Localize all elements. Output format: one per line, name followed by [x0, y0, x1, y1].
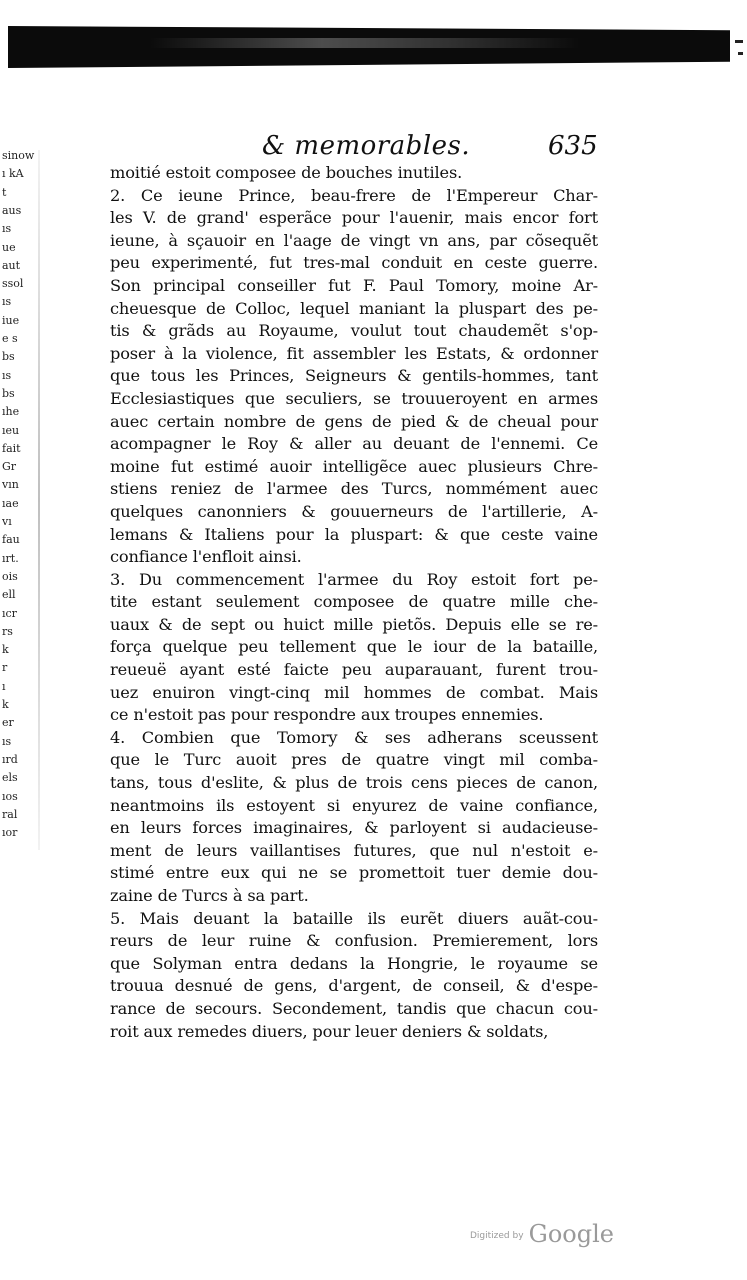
margin-fragment: ıor [2, 827, 18, 839]
text-line: reurs de leur ruine & confusion. Premierement, lors [110, 931, 598, 951]
text-line: trouua desnué de gens, d'argent, de conseil, & d'espe- [110, 976, 598, 996]
margin-fragment: iue [2, 314, 20, 326]
text-line: que Solyman entra dedans la Hongrie, le royaume se [110, 953, 598, 973]
text-line: neantmoins ils estoyent si enyurez de vaine confiance, [110, 795, 598, 815]
margin-fragment: els [2, 772, 18, 784]
margin-fragment: k [2, 699, 9, 710]
margin-fragment: rs [2, 625, 13, 637]
margin-fragment: vın [2, 479, 19, 491]
text-line: zaine de Turcs à sa part. [110, 886, 309, 905]
margin-fragment: Gr [2, 461, 17, 473]
page-gutter-shadow [38, 150, 40, 850]
text-line: Ecclesiastiques que seculiers, se trouueroyent en armes [110, 388, 598, 408]
margin-fragment: k [2, 644, 9, 656]
margin-fragment: vı [2, 516, 12, 527]
margin-fragment: ıos [2, 790, 18, 802]
margin-fragment: aut [2, 259, 21, 271]
text-line: reueuë ayant esté faicte peu auparauant, furent trou- [110, 660, 598, 680]
margin-fragment: ell [2, 589, 16, 601]
text-line: ce n'estoit pas pour respondre aux troupes ennemies. [110, 705, 544, 725]
scan-speck [735, 40, 743, 43]
text-line: auec certain nombre de gens de pied & de cheual pour [110, 411, 598, 431]
text-line: que tous les Princes, Seigneurs & gentils-hommes, tant [110, 366, 598, 386]
text-line: que le Turc auoit pres de quatre vingt mil comba- [110, 750, 598, 770]
margin-fragment: r [2, 662, 8, 674]
watermark-brand: Google [528, 1220, 614, 1248]
text-line: força quelque peu tellement que le iour de la bataille, [110, 637, 598, 657]
text-line: les V. de grand' esperãce pour l'auenir, mais encor fort [110, 208, 598, 228]
margin-fragment: e s [2, 333, 18, 344]
margin-fragment: ıeu [2, 424, 20, 436]
margin-fragment: bs [2, 351, 15, 363]
margin-fragment: ıs [2, 296, 12, 308]
margin-fragment: ssol [2, 278, 24, 290]
margin-fragment: ıcr [2, 607, 17, 619]
scan-bar-highlight [150, 38, 580, 48]
text-line: tis & grãds au Royaume, voulut tout chaudemẽt s'op- [110, 321, 598, 341]
text-line: Son principal conseiller fut F. Paul Tomory, moine Ar- [110, 275, 598, 295]
margin-fragment: ıs [2, 369, 12, 381]
text-line: lemans & Italiens pour la pluspart: & que ceste vaine [110, 524, 598, 544]
margin-fragment: fait [2, 442, 21, 454]
text-line: 4. Combien que Tomory & ses adherans sceussent [110, 727, 598, 747]
margin-fragment: ırt. [2, 552, 19, 564]
scan-speck [738, 52, 743, 55]
text-line: moitié estoit composee de bouches inutiles. [110, 163, 463, 182]
margin-fragment: sinow [2, 150, 35, 161]
text-line: uaux & de sept ou huict mille pietõs. Depuis elle se re- [110, 614, 598, 634]
text-line: acompagner le Roy & aller au deuant de l'ennemi. Ce [110, 434, 598, 454]
margin-fragment: aus [2, 204, 22, 216]
text-line: 5. Mais deuant la bataille ils eurẽt diuers auãt-cou- [110, 908, 598, 928]
margin-fragment: ırd [2, 753, 18, 765]
text-line: cheuesque de Colloc, lequel maniant la pluspart des pe- [110, 298, 598, 318]
margin-fragment: ıs [2, 223, 12, 235]
text-line: rance de secours. Secondement, tandis que chacun cou- [110, 998, 598, 1018]
text-line: confiance l'enfloit ainsi. [110, 547, 302, 567]
text-line: quelques canonniers & gouuerneurs de l'artillerie, A- [110, 501, 598, 521]
running-head: & memorables. [262, 131, 471, 161]
text-line: 3. Du commencement l'armee du Roy estoit fort pe- [110, 569, 598, 589]
text-line: 2. Ce ieune Prince, beau-frere de l'Empereur Char- [110, 185, 598, 205]
text-line: ment de leurs vaillantises futures, que nul n'estoit e- [110, 840, 598, 860]
text-line: poser à la violence, fit assembler les Estats, & ordonner [110, 343, 598, 363]
text-line: uez enuiron vingt-cinq mil hommes de combat. Mais [110, 682, 598, 702]
margin-fragment: ral [2, 808, 18, 820]
margin-fragment: bs [2, 387, 15, 399]
digitized-watermark [470, 1220, 614, 1254]
text-line: roit aux remedes diuers, pour leuer deniers & soldats, [110, 1021, 549, 1041]
watermark-prefix: Digitized by [470, 1231, 524, 1241]
text-line: ieune, à sçauoir en l'aage de vingt vn ans, par cõsequẽt [110, 230, 598, 250]
margin-fragment: t [2, 186, 7, 198]
margin-fragment: ue [2, 241, 16, 253]
text-line: stiens reniez de l'armee des Turcs, nommément auec [110, 479, 598, 499]
text-line: tite estant seulement composee de quatre mille che- [110, 592, 598, 612]
text-line: tans, tous d'eslite, & plus de trois cens pieces de canon, [110, 773, 598, 793]
margin-fragment: ıs [2, 735, 12, 747]
text-line: peu experimenté, fut tres-mal conduit en ceste guerre. [110, 253, 598, 273]
page-number: 635 [548, 131, 598, 161]
margin-fragment: fau [2, 534, 20, 546]
margin-fragment: ı [2, 680, 6, 692]
facing-page-margin [0, 150, 38, 850]
text-line: moine fut estimé auoir intelligẽce auec plusieurs Chre- [110, 456, 598, 476]
margin-fragment: ıhe [2, 406, 20, 418]
margin-fragment: er [2, 717, 14, 729]
margin-fragment: ı kA [2, 168, 24, 180]
margin-fragment: ois [2, 570, 18, 582]
margin-fragment: ıae [2, 497, 19, 509]
body-text [110, 162, 598, 1043]
text-line: stimé entre eux qui ne se promettoit tuer demie dou- [110, 863, 598, 883]
text-line: en leurs forces imaginaires, & parloyent si audacieuse- [110, 818, 598, 838]
